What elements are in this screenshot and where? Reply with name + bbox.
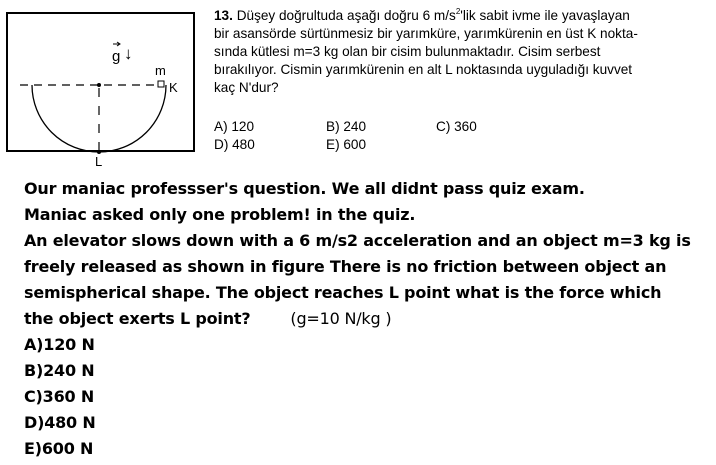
problem-line-2: bir asansörde sürtünmesiz bir yarımküre, yarımkürenin en üst K nokta- [214, 26, 638, 41]
problem-line-3: sında kütlesi m=3 kg olan bir cisim bulunmaktadır. Cisim serbest [214, 44, 601, 59]
choice-d: D) 480 [214, 137, 255, 152]
problem-line-4: bırakılıyor. Cismin yarımkürenin en alt L noktasında uyguladığı kuvvet [214, 62, 633, 77]
note-line-4: freely released as shown in figure There is no friction between object an [24, 257, 667, 276]
choice-c: C) 360 [436, 119, 477, 134]
point-k-label: K [169, 80, 178, 95]
note-option-a: A)120 N [24, 335, 95, 354]
choice-e: E) 600 [326, 137, 367, 152]
gravity-arrow-icon: ↓ [124, 44, 133, 63]
choice-b: B) 240 [326, 119, 367, 134]
choice-a: A) 120 [214, 119, 255, 134]
mass-label: m [155, 63, 166, 78]
mass-block [158, 81, 164, 87]
center-point [97, 83, 101, 87]
note-option-d: D)480 N [24, 413, 96, 432]
note-line-6: the object exerts L point? (g=10 N/kg ) [24, 309, 392, 328]
problem-number: 13. [214, 8, 233, 23]
english-note [24, 176, 714, 462]
note-option-b: B)240 N [24, 361, 95, 380]
problem-figure [0, 0, 205, 168]
problem-line-5: kaç N'dur? [214, 80, 279, 95]
elevator-frame [7, 13, 194, 151]
note-line-2: Maniac asked only one problem! in the quiz. [24, 205, 416, 224]
note-option-e: E)600 N [24, 439, 94, 458]
note-line-3: An elevator slows down with a 6 m/s2 acceleration and an object m=3 kg is [24, 231, 691, 250]
problem-text [214, 7, 714, 97]
note-option-c: C)360 N [24, 387, 95, 406]
gravity-note: (g=10 N/kg ) [290, 309, 392, 328]
note-line-5: semispherical shape. The object reaches L point what is the force which [24, 283, 662, 302]
gravity-label: g [112, 48, 121, 65]
point-l-label: L [95, 154, 103, 169]
problem-line-1: 13. Düşey doğrultuda aşağı doğru 6 $m/s^2'lik$ sabit ivme ile yavaşlayan [214, 7, 630, 23]
note-line-1: Our maniac professser's question. We all didnt pass quiz exam. [24, 179, 585, 198]
